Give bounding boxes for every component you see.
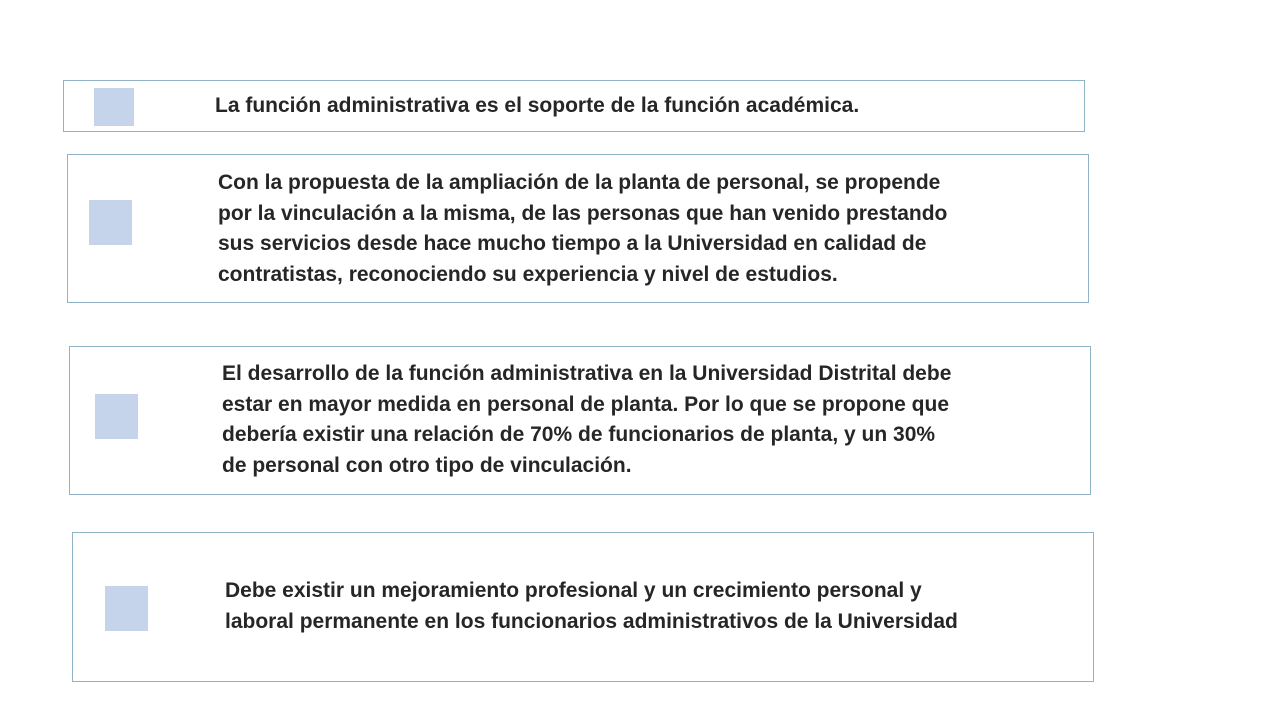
statement-text-2 — [218, 168, 947, 290]
statement-text-3 — [222, 359, 951, 481]
statement-line: La función administrativa es el soporte de la función académica. — [215, 94, 860, 117]
statement-box-4 — [72, 532, 1094, 682]
bullet-marker — [95, 394, 138, 439]
statement-box-3 — [69, 346, 1091, 495]
statement-line: sus servicios desde hace mucho tiempo a la Universidad en calidad de — [218, 232, 927, 255]
statement-text-4 — [225, 576, 958, 637]
statement-line: de personal con otro tipo de vinculación. — [222, 453, 632, 477]
bullet-marker — [105, 586, 148, 631]
bullet-marker — [89, 200, 132, 245]
statement-line: Con la propuesta de la ampliación de la planta de personal, se propende — [218, 171, 941, 194]
statement-line: contratistas, reconociendo su experiencia y nivel de estudios. — [218, 262, 838, 286]
statement-line: por la vinculación a la misma, de las personas que han venido prestando — [218, 201, 948, 225]
statement-text-1 — [215, 91, 859, 122]
statement-line: Debe existir un mejoramiento profesional y un crecimiento personal y — [225, 579, 922, 602]
statement-line: estar en mayor medida en personal de planta. Por lo que se propone que — [222, 392, 950, 416]
statement-line: debería existir una relación de 70% de funcionarios de planta, y un 30% — [222, 423, 936, 446]
statement-box-1 — [63, 80, 1085, 132]
statement-line: El desarrollo de la función administrativa en la Universidad Distrital debe — [222, 362, 952, 385]
statement-line: laboral permanente en los funcionarios administrativos de la Universidad — [225, 609, 958, 633]
bullet-marker — [94, 88, 134, 126]
statement-box-2 — [67, 154, 1089, 303]
